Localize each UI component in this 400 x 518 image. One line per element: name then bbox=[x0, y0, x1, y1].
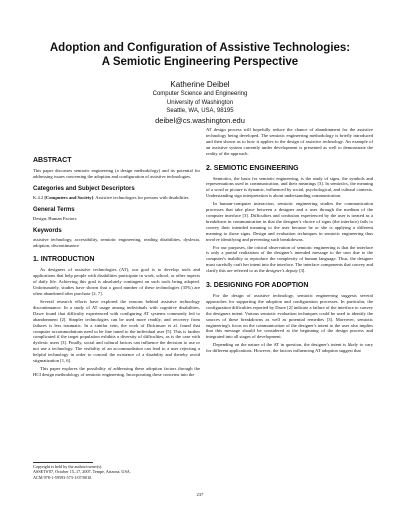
intro-continued: AT design process will hopefully reduce the chance of abandonment for the assistive technology being developed. The semiotic engineering methodology is briefly introduced and then shown as to how it applies to the design of assistive technology. An example of an assistive system currently under development is presented as well to demonstrate the reality of the approach. bbox=[206, 127, 373, 156]
semiotic-p3-b: [3]. bbox=[297, 268, 306, 274]
adoption-heading: 3. DESIGNING FOR ADOPTION bbox=[206, 282, 309, 290]
author-email: deibel@cs.washington.edu bbox=[155, 115, 245, 125]
author-department: Computer Science and Engineering bbox=[152, 91, 248, 97]
semiotic-paragraph-3 bbox=[206, 245, 373, 275]
semiotic-paragraph-2: In human-computer interaction, semiotic engineering studies the communication processes that take place between a designer and a user through the medium of the computer interface [3]. Difficulties and confusion experienced by the user is treated as a breakdown in communication in that the designer's choice of signs (the interface) fails to convey their intended meaning to the user because he or she is applying a different meaning to those signs. Design and evaluation techniques in semiotic engineering thus involve identifying and preventing such breakdowns. bbox=[206, 201, 373, 242]
categories-rest: : Assistive technologies for persons with disabilities bbox=[93, 194, 189, 200]
intro-paragraph-3: This paper explores the possibility of addressing these adoption factors through the HCI design methodology of semiotic engineering. Incorporating these concerns into the bbox=[33, 365, 200, 377]
categories-bold: [Computers and Society] bbox=[44, 194, 94, 200]
categories-heading: Categories and Subject Descriptors bbox=[33, 185, 135, 192]
abstract-heading: ABSTRACT bbox=[33, 157, 72, 164]
author-university: University of Washington bbox=[166, 99, 234, 106]
general-terms-text: Design, Human Factors bbox=[33, 215, 77, 221]
keywords-text: assistive technology, accessibility, semiotic engineering, reading disabilities, dyslexia, adoption, discontinuance bbox=[33, 236, 200, 248]
right-column bbox=[206, 127, 373, 356]
footnote-rule bbox=[33, 462, 93, 463]
keywords-heading: Keywords bbox=[33, 227, 62, 234]
title-line-1: Adoption and Configuration of Assistive Technologies: bbox=[49, 42, 351, 54]
general-terms-heading: General Terms bbox=[33, 206, 75, 213]
semiotic-paragraph-1: Semiotics, the basis for semiotic engineering, is the study of signs, the symbols and representations used in communication, and their meanings [3]. In semiotics, the meaning of a word or picture is dynamic, influenced by social, psychological, and cultural contexts. Understanding sign interpretation is about understanding communication. bbox=[206, 175, 373, 199]
footnote-line-3: ACM 978-1-59593-573-1/07/0010. bbox=[33, 474, 93, 480]
footnote-line-1: Copyright is held by the author/owner(s). bbox=[33, 464, 103, 469]
abstract-text: This paper discusses semiotic engineering (a design methodology) and its potential for addressing issues concerning the adoption and configuration of assistive technologies. bbox=[33, 168, 200, 179]
author-location: Seattle, WA, USA, 98195 bbox=[166, 108, 234, 114]
categories-code: K.4.2 bbox=[33, 194, 45, 200]
semiotic-p3-a: For our purposes, the critical observation of semiotic engineering is that the interface is only a partial realization of the designer's intended message to the user due to the computer's inability to reproduce the complexity of human language. Thus, the designer must carefully craft her intent into the interface. The interface components that convey and clarify this are referred to as the bbox=[206, 244, 374, 274]
left-column bbox=[33, 156, 200, 380]
adoption-paragraph-1: For the design of assistive technology, semiotic engineering suggests several approaches for supporting the adoption and configuration processes. In particular, the configuration difficulties reported by Dawe [2] indicate a failure of the interface to convey the designers intent. Various semiotic evaluation techniques could be used to identify the sources of these breakdowns as well as potential remedies [3]. Moreover, semiotic engineering's focus on the communication of the designer's intent to the user also implies that this message should be considered at the beginning of the design process and integrated into all stages of development. bbox=[206, 293, 373, 340]
footnote-line-2: ASSETS'07, October 15–17, 2007, Tempe, Arizona, USA. bbox=[33, 469, 131, 475]
title-line-2: A Semiotic Engineering Perspective bbox=[101, 56, 299, 68]
introduction-heading: 1. INTRODUCTION bbox=[33, 256, 95, 264]
adoption-paragraph-2: Depending on the nature of the AT in question, the designer's intent is likely to vary for different applications. However, the factors influencing AT adoption suggest that bbox=[206, 342, 373, 354]
author-name: Katherine Deibel bbox=[170, 80, 230, 89]
semiotic-p3-emphasis: designer's deputy bbox=[265, 268, 298, 274]
categories-text bbox=[33, 195, 200, 201]
intro-paragraph-1: As designers of assistive technologies (AT), our goal is to develop tools and applications that help people with disabilities participate in work, school, or other aspects of daily life. Achieving this goal is absolutely contingent on such tools being adopted. Unfortunately, studies have shown that a good number of these technologies (35%) are often abandoned after purchase [2, 7]. bbox=[33, 267, 200, 297]
paper-title bbox=[20, 41, 380, 69]
intro-paragraph-2: Several research efforts have explored the reasons behind assistive technology discontinuance. In a study of AT usage among individuals with cognitive disabilities, Dawe found that difficulty experienced with configuring AT systems commonly led to abandonment [2]. Simpler technologies can be used more readily, and recovery from failures is less traumatic. In a similar vein, the work of Dickinson et al. found that computer accommodations need to be fine tuned to the individual user [5]. This is further complicated if the target population exhibits a diversity of difficulties, as is the case with dyslexic users [3]. Finally, social and cultural factors can influence the decision to use or not use a technology. The visibility of an accommodation can lead to a user rejecting a helpful technology in order to conceal the existence of a disability and thereby avoid stigmatization [1, 6]. bbox=[33, 298, 200, 364]
page-number: 237 bbox=[196, 492, 204, 497]
semiotic-heading: 2. SEMIOTIC ENGINEERING bbox=[206, 164, 299, 172]
author-block bbox=[0, 80, 400, 126]
copyright-footnote bbox=[33, 464, 200, 480]
